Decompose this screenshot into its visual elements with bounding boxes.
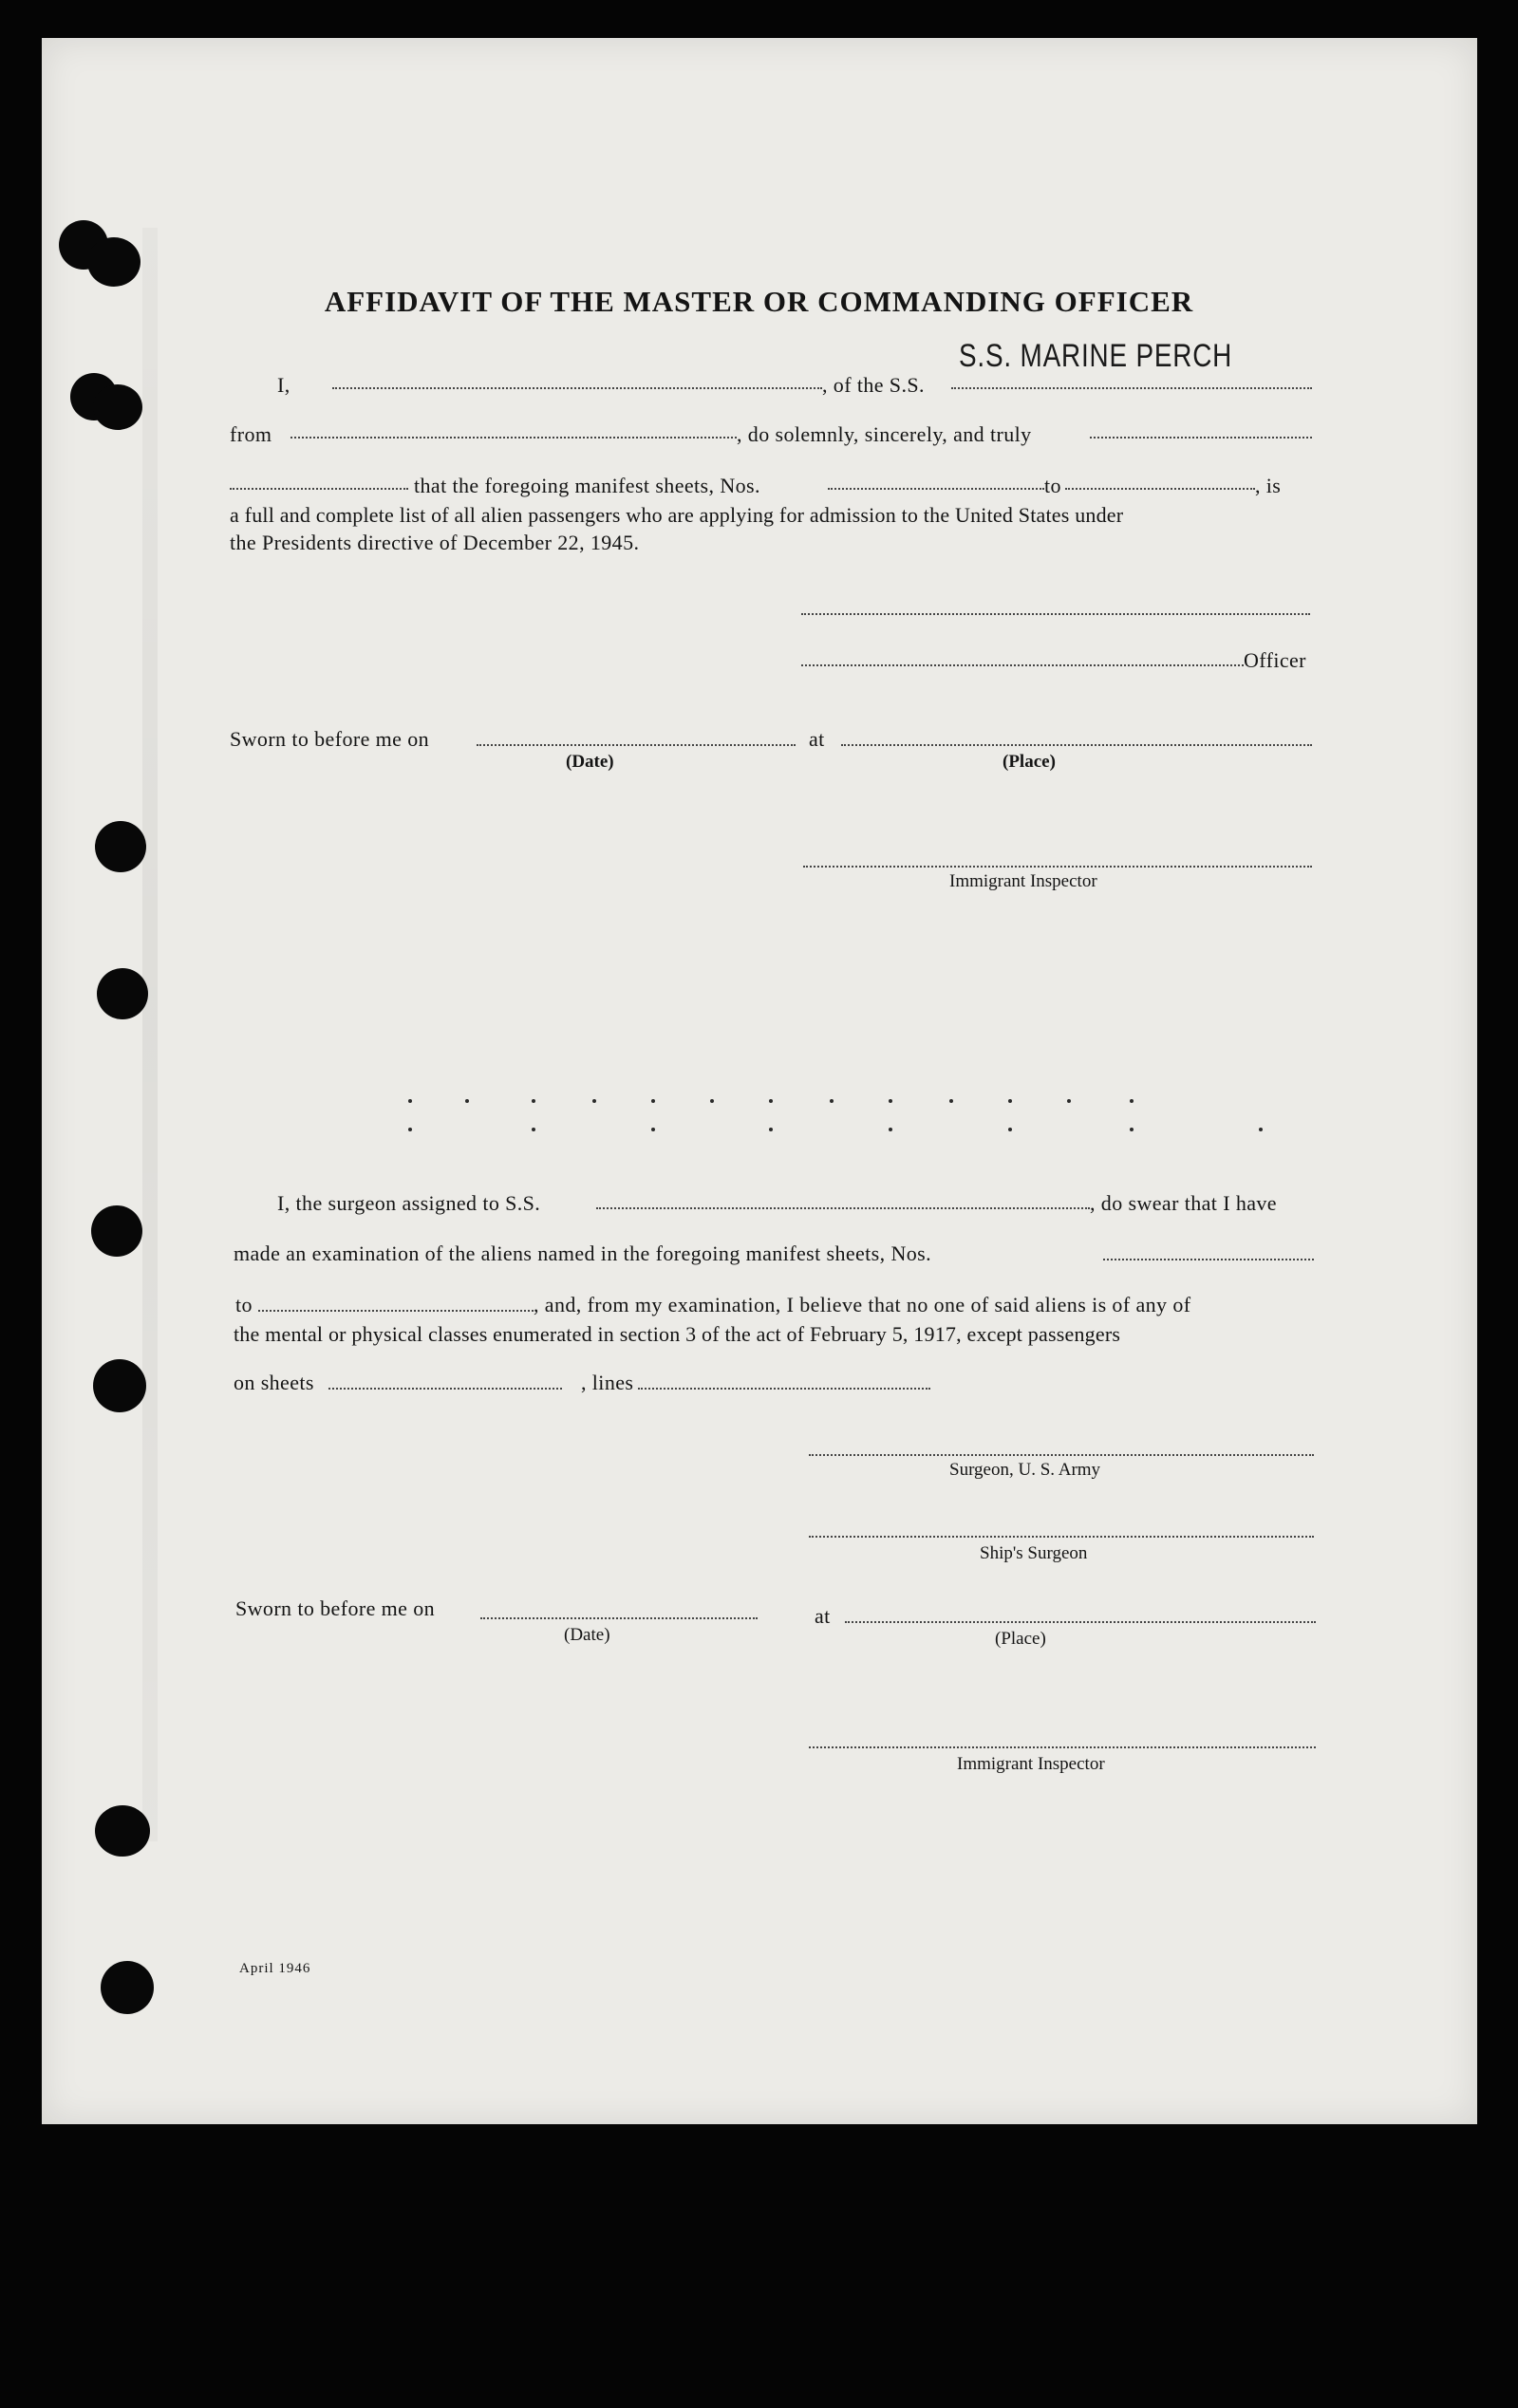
exception-sheets-field[interactable] [328, 1388, 562, 1390]
officer-signature-line[interactable] [801, 664, 1244, 666]
surgeon-line4: the mental or physical classes enumerated in section 3 of the act of February 5, 1917, except passengers [234, 1322, 1121, 1346]
master-line2-mid: , do solemnly, sincerely, and truly [737, 422, 1032, 446]
army-surgeon-caption: Surgeon, U. S. Army [949, 1460, 1101, 1480]
surgeon-place-caption: (Place) [995, 1629, 1046, 1649]
document-page [42, 38, 1477, 2124]
surgeon-line1-start: I, the surgeon assigned to S.S. [277, 1191, 541, 1215]
master-line3-to: to [1044, 474, 1061, 497]
speck [889, 1128, 892, 1131]
surgeon-place-field[interactable] [845, 1621, 1316, 1623]
speck [408, 1099, 412, 1103]
master-inspector-line[interactable] [803, 866, 1312, 868]
speck [532, 1128, 535, 1131]
punch-hole [93, 1359, 146, 1412]
page-shadow-strip [142, 228, 158, 1841]
ship-name-typed: S.S. MARINE PERCH [959, 338, 1233, 374]
speck [408, 1128, 412, 1131]
speck [532, 1099, 535, 1103]
from-field[interactable] [290, 437, 737, 439]
ship-field[interactable] [951, 387, 1312, 389]
surgeon-line2: made an examination of the aliens named in the foregoing manifest sheets, Nos. [234, 1241, 931, 1265]
master-sworn-label: Sworn to before me on [230, 727, 430, 751]
master-date-caption: (Date) [566, 752, 614, 772]
speck [1130, 1099, 1134, 1103]
speck [651, 1128, 655, 1131]
form-edition-date: April 1946 [239, 1961, 311, 1976]
truly-field[interactable] [1090, 437, 1312, 439]
speck [1259, 1128, 1263, 1131]
speck [1067, 1099, 1071, 1103]
signature-line-1[interactable] [801, 613, 1310, 615]
punch-hole [87, 237, 141, 287]
punch-hole [95, 821, 146, 872]
ship-surgeon-caption: Ship's Surgeon [980, 1543, 1088, 1563]
master-line2-start: from [230, 422, 272, 446]
surgeon-line5-mid: , lines [581, 1371, 634, 1394]
surgeon-sheets-from-field[interactable] [1103, 1259, 1314, 1260]
master-place-caption: (Place) [1003, 752, 1056, 772]
speck [769, 1099, 773, 1103]
speck [889, 1099, 892, 1103]
punch-hole [93, 384, 142, 430]
speck [465, 1099, 469, 1103]
master-date-field[interactable] [477, 744, 796, 746]
speck [1008, 1099, 1012, 1103]
master-place-field[interactable] [841, 744, 1312, 746]
surgeon-ship-field[interactable] [596, 1207, 1090, 1209]
master-at-label: at [809, 727, 825, 751]
surgeon-date-field[interactable] [480, 1617, 758, 1619]
sheets-from-field[interactable] [828, 488, 1044, 490]
surgeon-sheets-to-field[interactable] [258, 1310, 534, 1312]
master-line5: the Presidents directive of December 22, 1945. [230, 531, 640, 554]
master-inspector-caption: Immigrant Inspector [949, 871, 1097, 891]
name-field[interactable] [332, 387, 822, 389]
sheets-to-field[interactable] [1065, 488, 1255, 490]
ship-surgeon-line[interactable] [809, 1536, 1314, 1538]
punch-hole [97, 968, 148, 1019]
master-line1-start: I, [277, 373, 290, 397]
surgeon-inspector-caption: Immigrant Inspector [957, 1754, 1105, 1774]
exception-lines-field[interactable] [638, 1388, 930, 1390]
speck [830, 1099, 834, 1103]
surgeon-line3-start: to [235, 1293, 253, 1316]
speck [651, 1099, 655, 1103]
surgeon-inspector-line[interactable] [809, 1746, 1316, 1748]
punch-hole [101, 1961, 154, 2014]
surgeon-line3-end: , and, from my examination, I believe that no one of said aliens is of any of [534, 1293, 1191, 1316]
punch-hole [95, 1805, 150, 1857]
surgeon-at-label: at [815, 1604, 831, 1628]
speck [949, 1099, 953, 1103]
surgeon-line5-start: on sheets [234, 1371, 314, 1394]
form-title: AFFIDAVIT OF THE MASTER OR COMMANDING OFFICER [324, 285, 1194, 318]
army-surgeon-line[interactable] [809, 1454, 1314, 1456]
speck [592, 1099, 596, 1103]
punch-hole [91, 1205, 142, 1257]
surgeon-sworn-label: Sworn to before me on [235, 1596, 436, 1620]
oath-field[interactable] [230, 488, 408, 490]
speck [1008, 1128, 1012, 1131]
surgeon-line1-end: , do swear that I have [1090, 1191, 1277, 1215]
speck [1130, 1128, 1134, 1131]
master-line3-end: , is [1255, 474, 1282, 497]
surgeon-date-caption: (Date) [564, 1625, 610, 1645]
master-line1-mid: , of the S.S. [822, 373, 925, 397]
speck [769, 1128, 773, 1131]
officer-label: Officer [1244, 648, 1306, 672]
master-line4: a full and complete list of all alien passengers who are applying for admission to the United States under [230, 503, 1124, 527]
master-line3-mid: that the foregoing manifest sheets, Nos. [414, 474, 760, 497]
speck [710, 1099, 714, 1103]
